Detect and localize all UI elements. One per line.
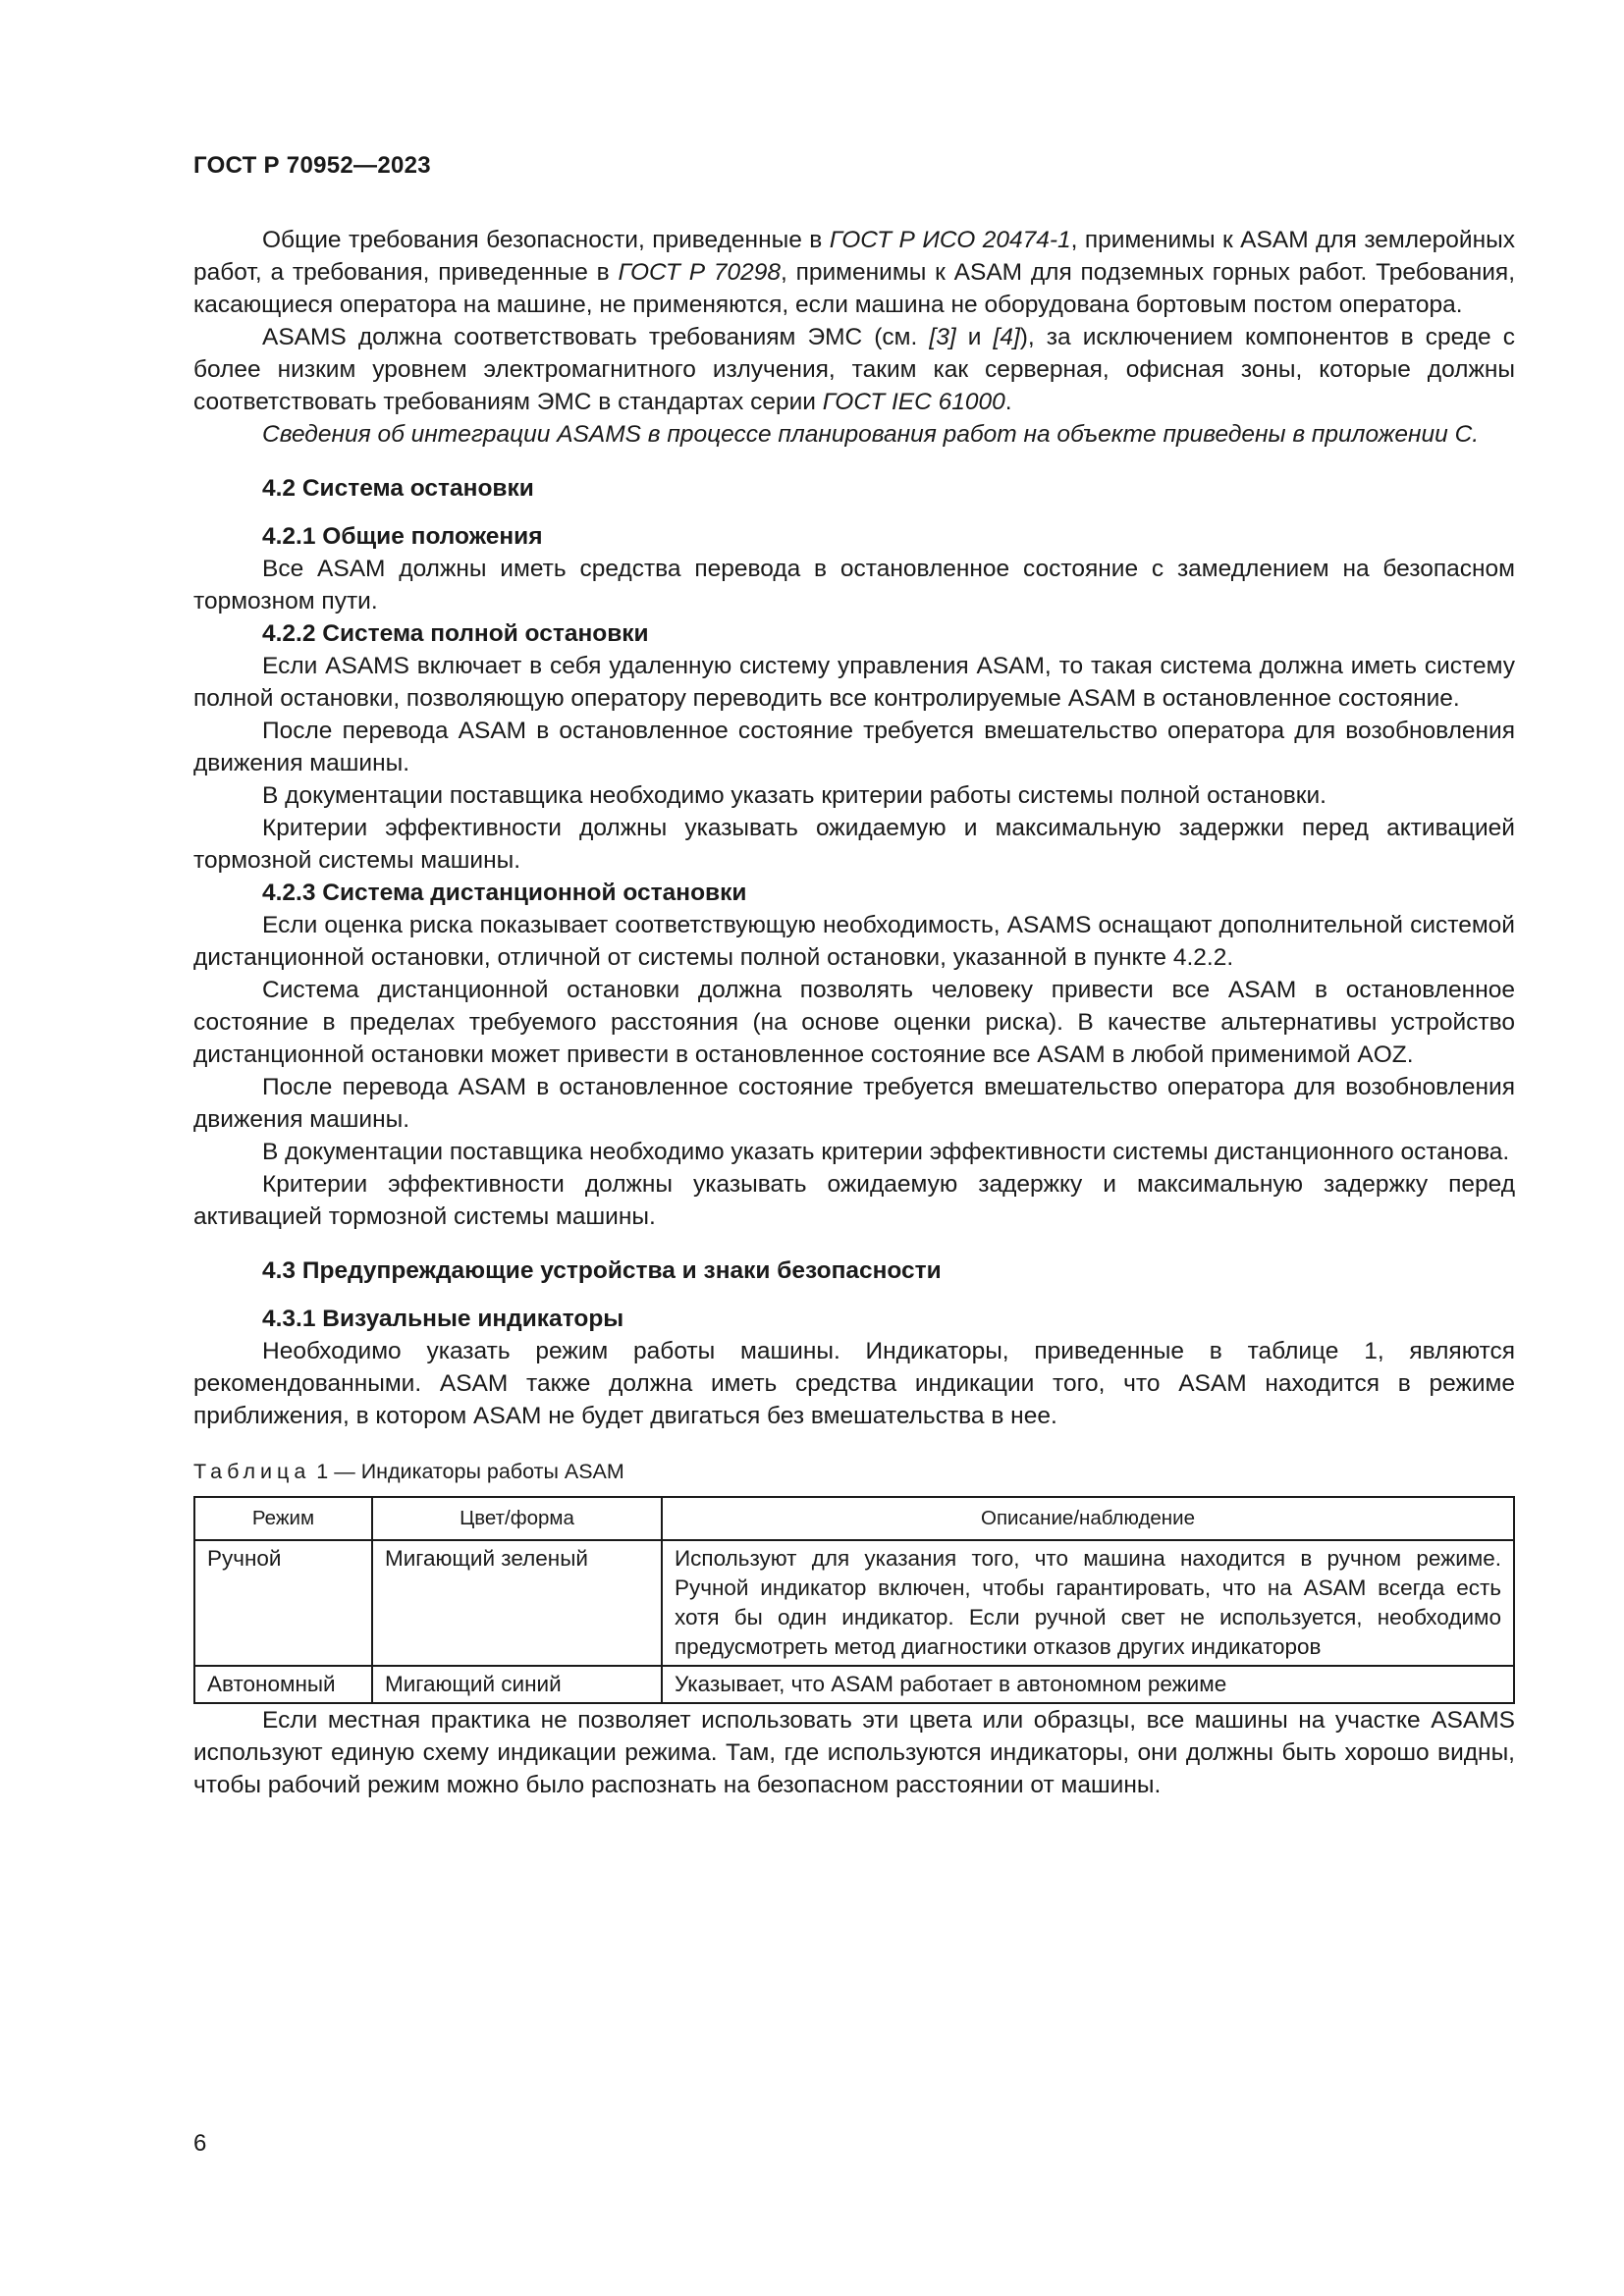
reference-4: [4] — [993, 324, 1020, 350]
document-body — [193, 224, 1515, 1801]
reference-gost-iso-20474-1: ГОСТ Р ИСО 20474-1 — [829, 227, 1071, 253]
cell-description: Указывает, что ASAM работает в автономном режиме — [662, 1666, 1514, 1703]
paragraph-after-table: Если местная практика не позволяет использовать эти цвета или образцы, все машины на участке ASAMS используют единую схему индикации режима. Там, где используются индикаторы, они должны быть хорошо видны, чтобы рабочий режим можно было распознать на безопасном расстоянии от машины. — [193, 1707, 1515, 1798]
section-4-2-1-paragraph-1: Все ASAM должны иметь средства перевода в остановленное состояние с замедлением на безопасном тормозном пути. — [193, 556, 1515, 614]
table-row — [194, 1666, 1514, 1703]
reference-3: [3] — [929, 324, 956, 350]
document-header-id: ГОСТ Р 70952—2023 — [193, 152, 431, 179]
section-4-3-1-paragraph-1: Необходимо указать режим работы машины. Индикаторы, приведенные в таблице 1, являются рекомендованными. ASAM также должна иметь средства индикации того, что ASAM находится в режиме приближения, в котором ASAM не будет двигаться без вмешательства в нее. — [193, 1338, 1515, 1429]
section-4-2-3-paragraph-4: В документации поставщика необходимо указать критерии эффективности системы дистанционного останова. — [262, 1139, 1510, 1165]
column-header-description: Описание/наблюдение — [662, 1497, 1514, 1540]
section-4-2-2-paragraph-2: После перевода ASAM в остановленное состояние требуется вмешательство оператора для возобновления движения машины. — [193, 718, 1515, 776]
section-4-2-3-paragraph-3: После перевода ASAM в остановленное состояние требуется вмешательство оператора для возобновления движения машины. — [193, 1074, 1515, 1133]
table-caption-word: Таблица — [193, 1460, 311, 1483]
intro-paragraph-3: Сведения об интеграции ASAMS в процессе планирования работ на объекте приведены в приложении С. — [262, 421, 1480, 448]
cell-description: Используют для указания того, что машина находится в ручном режиме. Ручной индикатор включен, чтобы гарантировать, что на ASAM всегда есть хотя бы один индикатор. Если ручной свет не используется, необходимо предусмотреть метод диагностики отказов других индикаторов — [662, 1540, 1514, 1666]
column-header-color-shape: Цвет/форма — [372, 1497, 662, 1540]
table-header-row — [194, 1497, 1514, 1540]
section-4-2-3-paragraph-5: Критерии эффективности должны указывать ожидаемую задержку и максимальную задержку перед активацией тормозной системы машины. — [193, 1171, 1515, 1230]
cell-mode: Автономный — [194, 1666, 372, 1703]
section-4-2-title: 4.2 Система остановки — [262, 475, 534, 502]
table-1-caption — [193, 1456, 1515, 1488]
page-number: 6 — [193, 2130, 207, 2157]
section-4-2-2-paragraph-3: В документации поставщика необходимо указать критерии работы системы полной остановки. — [262, 782, 1326, 809]
section-4-2-2-title: 4.2.2 Система полной остановки — [262, 620, 649, 647]
cell-color-shape: Мигающий зеленый — [372, 1540, 662, 1666]
section-4-3-1-title: 4.3.1 Визуальные индикаторы — [262, 1306, 624, 1332]
cell-mode: Ручной — [194, 1540, 372, 1666]
section-4-2-2-paragraph-4: Критерии эффективности должны указывать ожидаемую и максимальную задержки перед активацией тормозной системы машины. — [193, 815, 1515, 874]
section-4-3-title: 4.3 Предупреждающие устройства и знаки безопасности — [262, 1257, 942, 1284]
section-4-2-3-paragraph-2: Система дистанционной остановки должна позволять человеку привести все ASAM в остановленное состояние в пределах требуемого расстояния (на основе оценки риска). В качестве альтернативы устройство дистанционной остановки может привести в остановленное состояние все ASAM в любой применимой AOZ. — [193, 977, 1515, 1068]
section-4-2-3-title: 4.2.3 Система дистанционной остановки — [262, 880, 747, 906]
intro-paragraph-2: ASAMS должна соответствовать требованиям ЭМС (см. [3] и [4]), за исключением компонентов в среде с более низким уровнем электромагнитного излучения, таким как серверная, офисная зоны, которые должны соответствовать требованиям ЭМС в стандартах серии ГОСТ IEC 61000. — [193, 324, 1515, 415]
intro-paragraph-1: Общие требования безопасности, приведенные в ГОСТ Р ИСО 20474-1, применимы к ASAM для землеройных работ, а требования, приведенные в ГОСТ Р 70298, применимы к ASAM для подземных горных работ. Требования, касающиеся оператора на машине, не применяются, если машина не оборудована бортовым постом оператора. — [193, 227, 1516, 318]
section-4-2-1-title: 4.2.1 Общие положения — [262, 523, 543, 550]
reference-gost-70298: ГОСТ Р 70298 — [618, 259, 781, 286]
cell-color-shape: Мигающий синий — [372, 1666, 662, 1703]
section-4-2-3-paragraph-1: Если оценка риска показывает соответствующую необходимость, ASAMS оснащают дополнительной системой дистанционной остановки, отличной от системы полной остановки, указанной в пункте 4.2.2. — [193, 912, 1515, 971]
section-4-2-2-paragraph-1: Если ASAMS включает в себя удаленную систему управления ASAM, то такая система должна иметь систему полной остановки, позволяющую оператору переводить все контролируемые ASAM в остановленное состояние. — [193, 653, 1515, 712]
column-header-mode: Режим — [194, 1497, 372, 1540]
reference-gost-iec-61000: ГОСТ IEC 61000 — [822, 389, 1005, 415]
table-row — [194, 1540, 1514, 1666]
table-caption-text: 1 — Индикаторы работы ASAM — [310, 1460, 624, 1483]
indicators-table — [193, 1496, 1515, 1704]
